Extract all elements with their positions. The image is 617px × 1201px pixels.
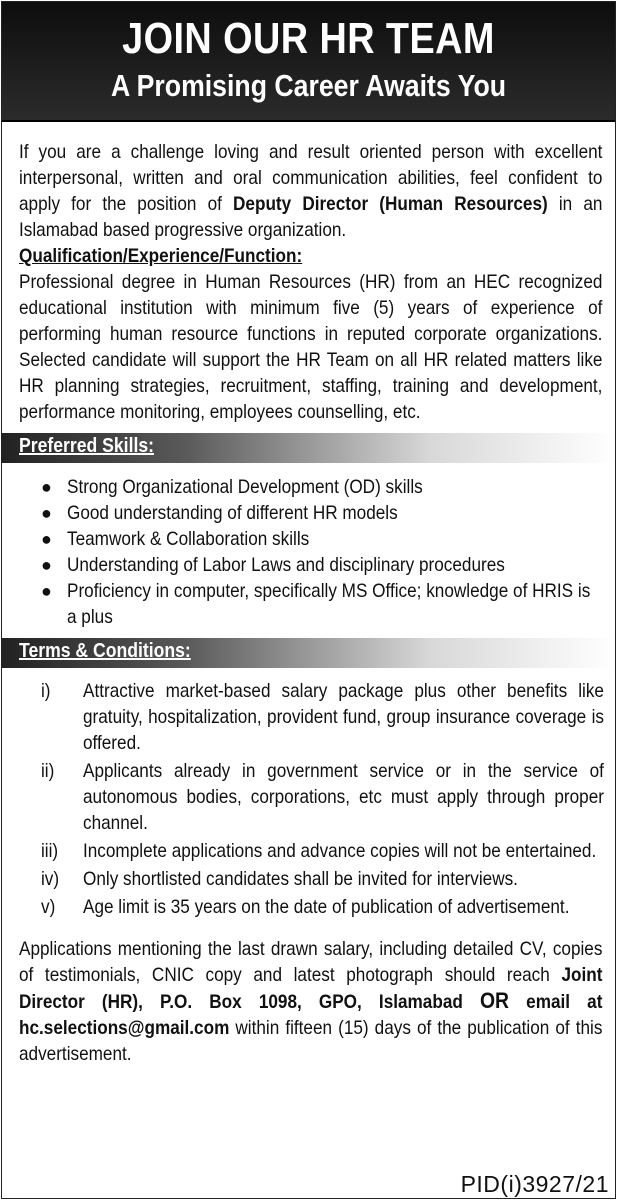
header-banner xyxy=(2,2,615,122)
closing-paragraph: Applications mentioning the last drawn salary, including detailed CV, copies of testimonials, CNIC copy and latest photograph should reach Joint Director (HR), P.O. Box 1098, GPO, Islamabad OR email at hc.selections@gmail.com within fifteen (15) days of the publication of this advertisement. xyxy=(19,938,603,1065)
term-item: iii) Incomplete applications and advance copies will not be entertained. xyxy=(41,840,597,862)
skills-list xyxy=(2,463,615,630)
term-item: ii) Applicants already in government service or in the service of autonomous bodies, corporations, etc must apply through proper channel. xyxy=(41,760,604,834)
term-item: iv) Only shortlisted candidates shall be invited for interviews. xyxy=(41,868,518,890)
qualification-heading: Qualification/Experience/Function: xyxy=(19,245,303,267)
closing-section xyxy=(2,922,615,1067)
terms-section-bar xyxy=(2,638,615,668)
terms-heading: Terms & Conditions: xyxy=(19,640,191,662)
bullet-icon: ● xyxy=(41,529,52,549)
intro-paragraph: If you are a challenge loving and result oriented person with excellent interpersonal, written and oral communication abilities, feel confident to apply for the position of Deputy Director (Human Resources) in an Islamabad based progressive organization. xyxy=(19,141,603,241)
skills-section-bar xyxy=(2,433,615,463)
email-label: email at xyxy=(526,991,603,1013)
page-title: JOIN OUR HR TEAM xyxy=(122,14,495,63)
bullet-icon: ● xyxy=(41,503,52,523)
skill-item: ● Understanding of Labor Laws and disciplinary procedures xyxy=(41,554,505,576)
term-item: i) Attractive market-based salary package plus other benefits like gratuity, hospitalization, provident fund, group insurance coverage is offered. xyxy=(41,680,604,754)
skill-item: ● Good understanding of different HR models xyxy=(41,502,398,524)
position-title: Deputy Director (Human Resources) xyxy=(233,193,548,215)
skill-item: ● Proficiency in computer, specifically MS Office; knowledge of HRIS is a plus xyxy=(41,580,591,628)
or-separator: OR xyxy=(479,988,510,1013)
publication-id: PID(i)3927/21 xyxy=(453,1171,611,1197)
term-item: v) Age limit is 35 years on the date of publication of advertisement. xyxy=(41,896,570,918)
terms-list xyxy=(2,668,615,920)
skill-item: ● Teamwork & Collaboration skills xyxy=(41,528,310,550)
postal-address: Joint Director (HR), P.O. Box 1098, GPO, Islamabad xyxy=(19,964,603,1013)
skills-heading: Preferred Skills: xyxy=(19,435,155,457)
intro-section xyxy=(2,122,615,425)
bullet-icon: ● xyxy=(41,581,52,601)
email-address[interactable]: hc.selections@gmail.com xyxy=(19,1017,230,1039)
bullet-icon: ● xyxy=(41,555,52,575)
page-subtitle: A Promising Career Awaits You xyxy=(110,68,507,103)
advertisement-page xyxy=(1,1,616,1199)
skill-item: ● Strong Organizational Development (OD) skills xyxy=(41,476,423,498)
bullet-icon: ● xyxy=(41,477,52,497)
qualification-paragraph: Professional degree in Human Resources (HR) from an HEC recognized educational institution with minimum five (5) years of experience of performing human resource functions in reputed corporate organizations. Selected candidate will support the HR Team on all HR related matters like HR planning strategies, recruitment, staffing, training and development, performance monitoring, employees counselling, etc. xyxy=(19,271,603,423)
